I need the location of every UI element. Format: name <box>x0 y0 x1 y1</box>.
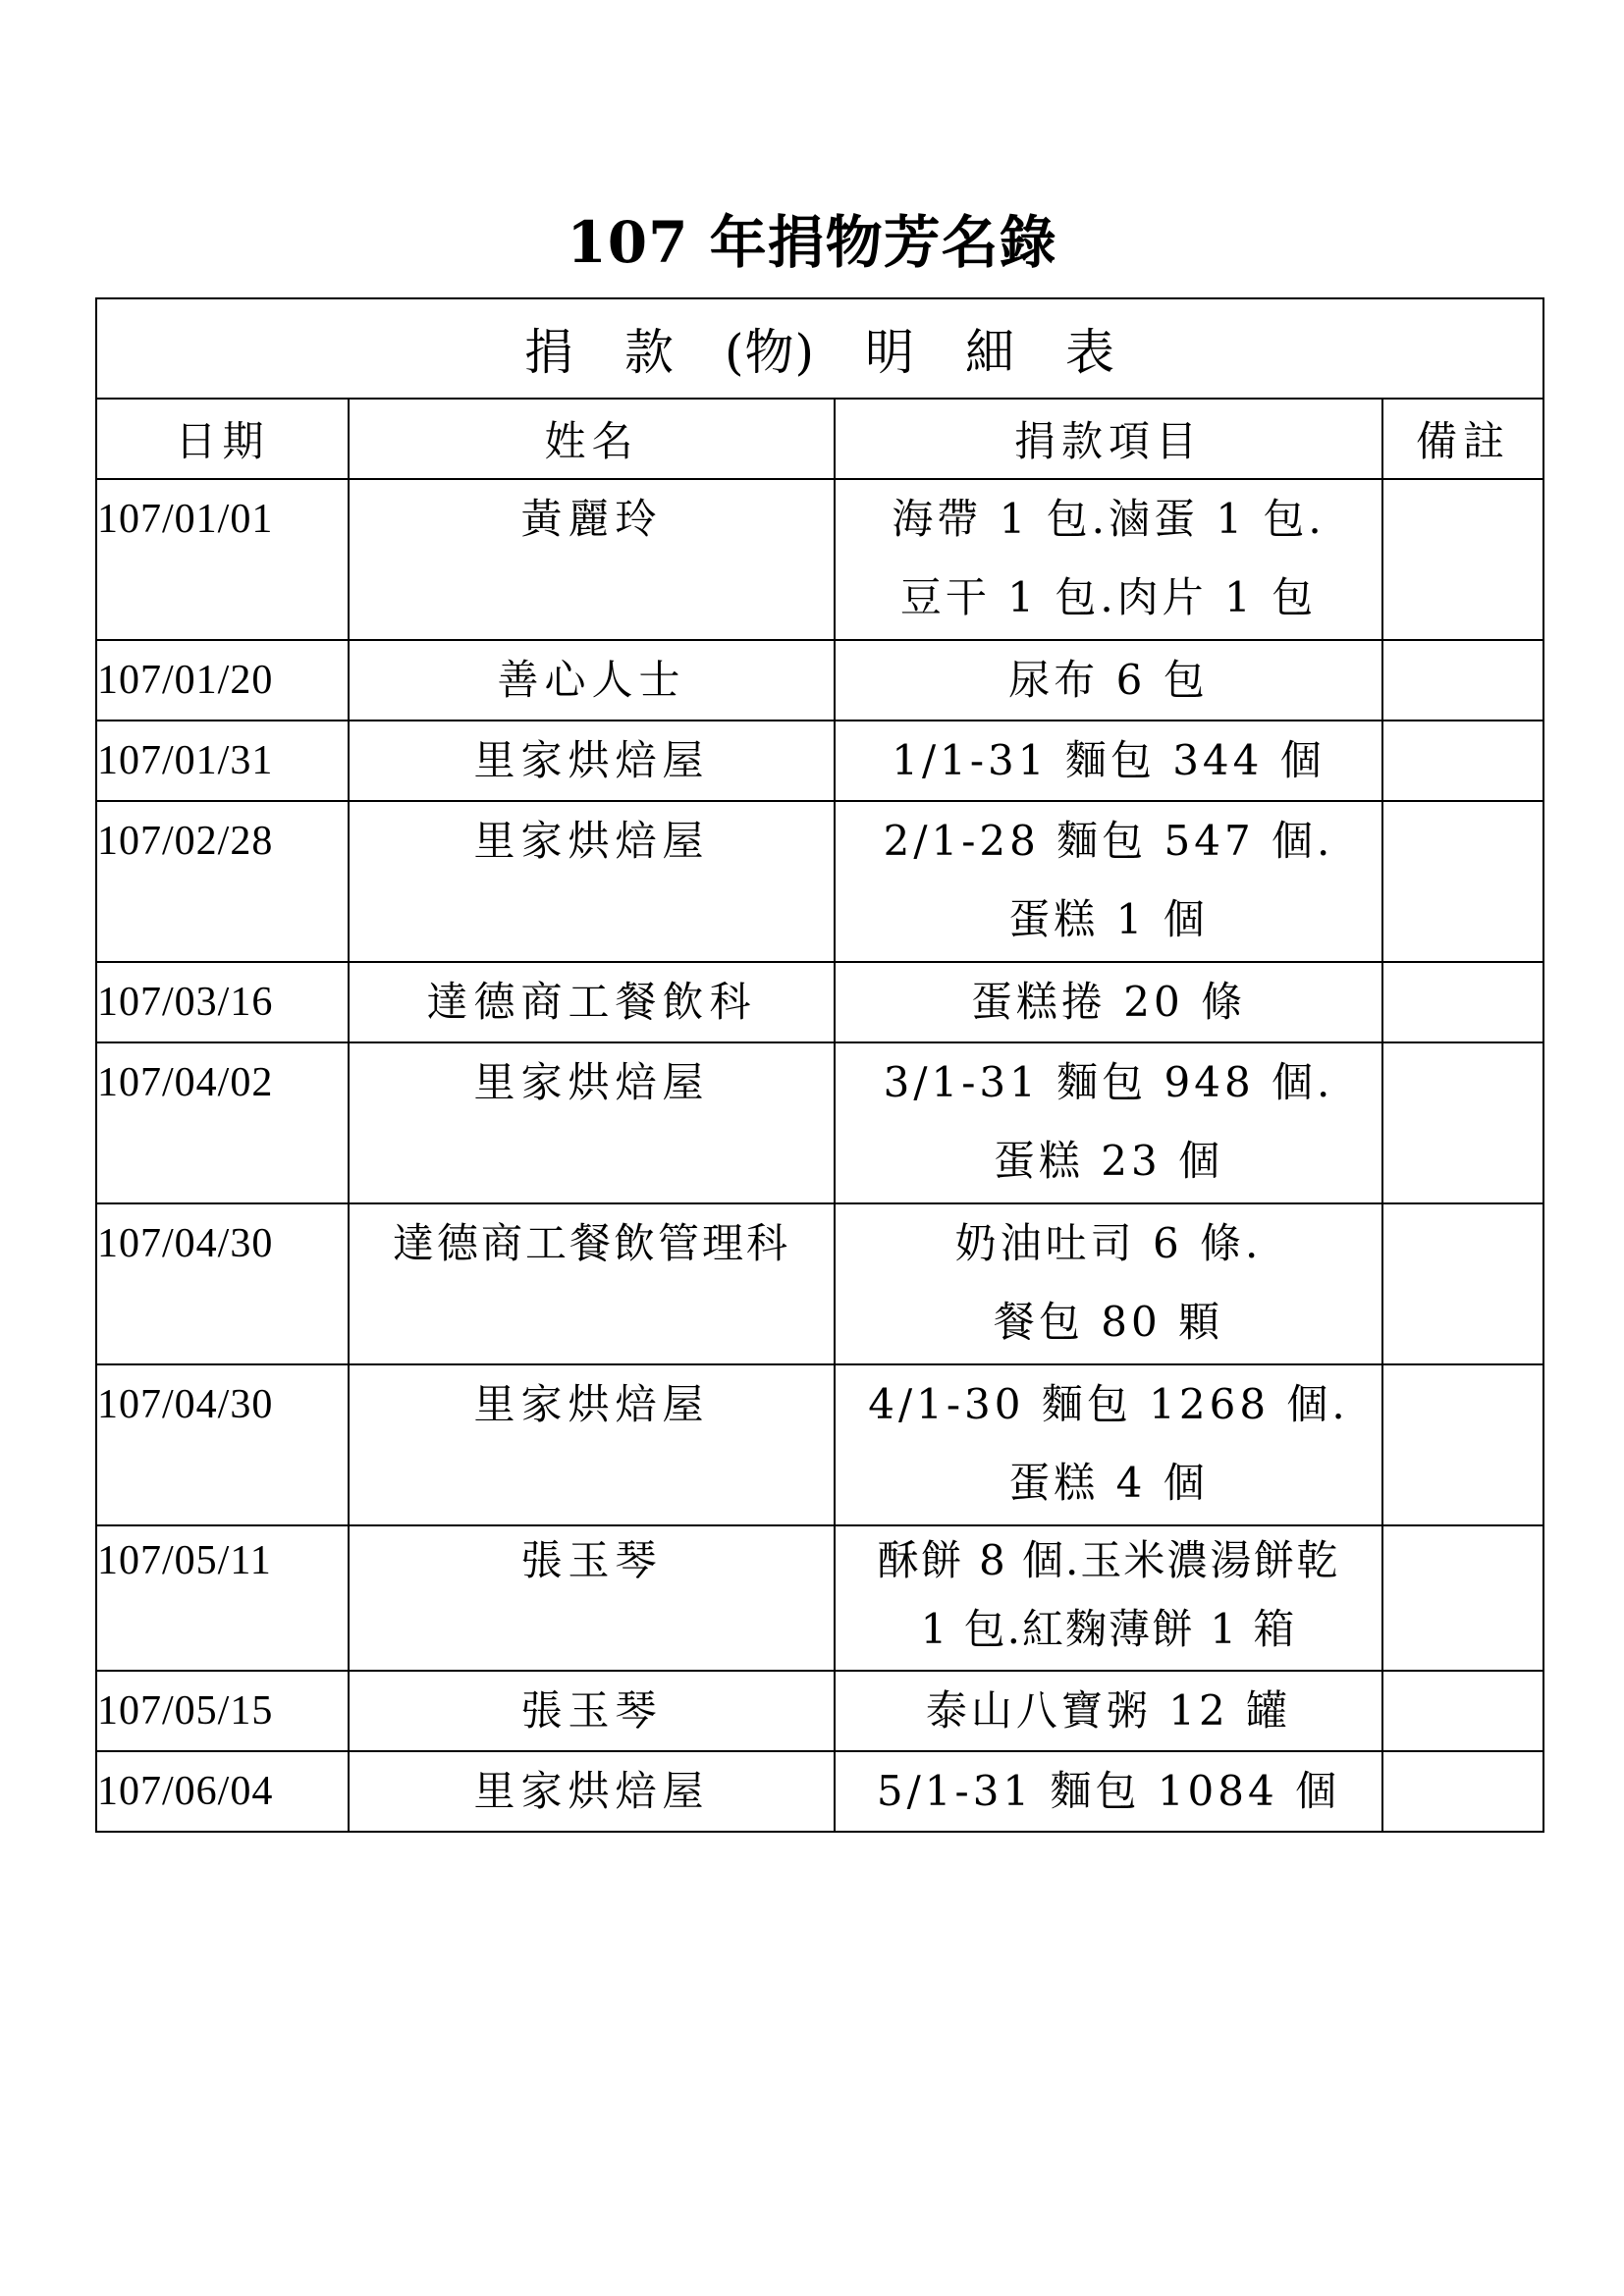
table-row <box>96 721 1543 801</box>
table-row <box>96 801 1543 962</box>
table-heading: 捐 款 (物) 明 細 表 <box>96 298 1543 399</box>
table-row <box>96 1203 1543 1364</box>
row-name: 張玉琴 <box>349 1525 835 1671</box>
row-note <box>1382 721 1543 801</box>
row-date: 107/05/11 <box>96 1525 349 1671</box>
donation-table <box>95 297 1544 1833</box>
row-note <box>1382 1671 1543 1751</box>
row-item: 尿布 6 包 <box>835 640 1382 721</box>
row-date: 107/05/15 <box>96 1671 349 1751</box>
row-date: 107/01/01 <box>96 479 349 640</box>
row-item: 1/1-31 麵包 344 個 <box>835 721 1382 801</box>
row-note <box>1382 962 1543 1042</box>
row-note <box>1382 1751 1543 1832</box>
row-note <box>1382 1364 1543 1525</box>
row-name: 達德商工餐飲科 <box>349 962 835 1042</box>
row-item: 奶油吐司 6 條. 餐包 80 顆 <box>835 1203 1382 1364</box>
row-name: 黃麗玲 <box>349 479 835 640</box>
row-item: 4/1-30 麵包 1268 個. 蛋糕 4 個 <box>835 1364 1382 1525</box>
table-row <box>96 1364 1543 1525</box>
row-item: 5/1-31 麵包 1084 個 <box>835 1751 1382 1832</box>
table-row <box>96 640 1543 721</box>
row-note <box>1382 479 1543 640</box>
row-name: 達德商工餐飲管理科 <box>349 1203 835 1364</box>
row-item: 2/1-28 麵包 547 個. 蛋糕 1 個 <box>835 801 1382 962</box>
column-header-item: 捐款項目 <box>835 399 1382 479</box>
row-note <box>1382 1042 1543 1203</box>
row-name: 里家烘焙屋 <box>349 1042 835 1203</box>
row-note <box>1382 640 1543 721</box>
row-note <box>1382 1203 1543 1364</box>
row-item: 泰山八寶粥 12 罐 <box>835 1671 1382 1751</box>
row-item: 海帶 1 包.滷蛋 1 包. 豆干 1 包.肉片 1 包 <box>835 479 1382 640</box>
column-header-row <box>96 399 1543 479</box>
column-header-date: 日期 <box>96 399 349 479</box>
row-name: 里家烘焙屋 <box>349 801 835 962</box>
table-row <box>96 1671 1543 1751</box>
row-item: 蛋糕捲 20 條 <box>835 962 1382 1042</box>
column-header-name: 姓名 <box>349 399 835 479</box>
table-row <box>96 962 1543 1042</box>
page-title: 107 年捐物芳名錄 <box>567 209 1057 276</box>
row-name: 張玉琴 <box>349 1671 835 1751</box>
row-name: 里家烘焙屋 <box>349 1364 835 1525</box>
table-row <box>96 1525 1543 1671</box>
row-date: 107/02/28 <box>96 801 349 962</box>
table-row <box>96 479 1543 640</box>
row-name: 善心人士 <box>349 640 835 721</box>
row-note <box>1382 1525 1543 1671</box>
row-item: 3/1-31 麵包 948 個. 蛋糕 23 個 <box>835 1042 1382 1203</box>
row-date: 107/04/30 <box>96 1203 349 1364</box>
row-note <box>1382 801 1543 962</box>
row-date: 107/06/04 <box>96 1751 349 1832</box>
table-row <box>96 1751 1543 1832</box>
table-row <box>96 1042 1543 1203</box>
row-date: 107/04/30 <box>96 1364 349 1525</box>
row-date: 107/01/20 <box>96 640 349 721</box>
row-date: 107/01/31 <box>96 721 349 801</box>
row-name: 里家烘焙屋 <box>349 1751 835 1832</box>
row-date: 107/03/16 <box>96 962 349 1042</box>
row-name: 里家烘焙屋 <box>349 721 835 801</box>
row-date: 107/04/02 <box>96 1042 349 1203</box>
column-header-note: 備註 <box>1382 399 1543 479</box>
row-item: 酥餅 8 個.玉米濃湯餅乾 1 包.紅麴薄餅 1 箱 <box>835 1525 1382 1671</box>
